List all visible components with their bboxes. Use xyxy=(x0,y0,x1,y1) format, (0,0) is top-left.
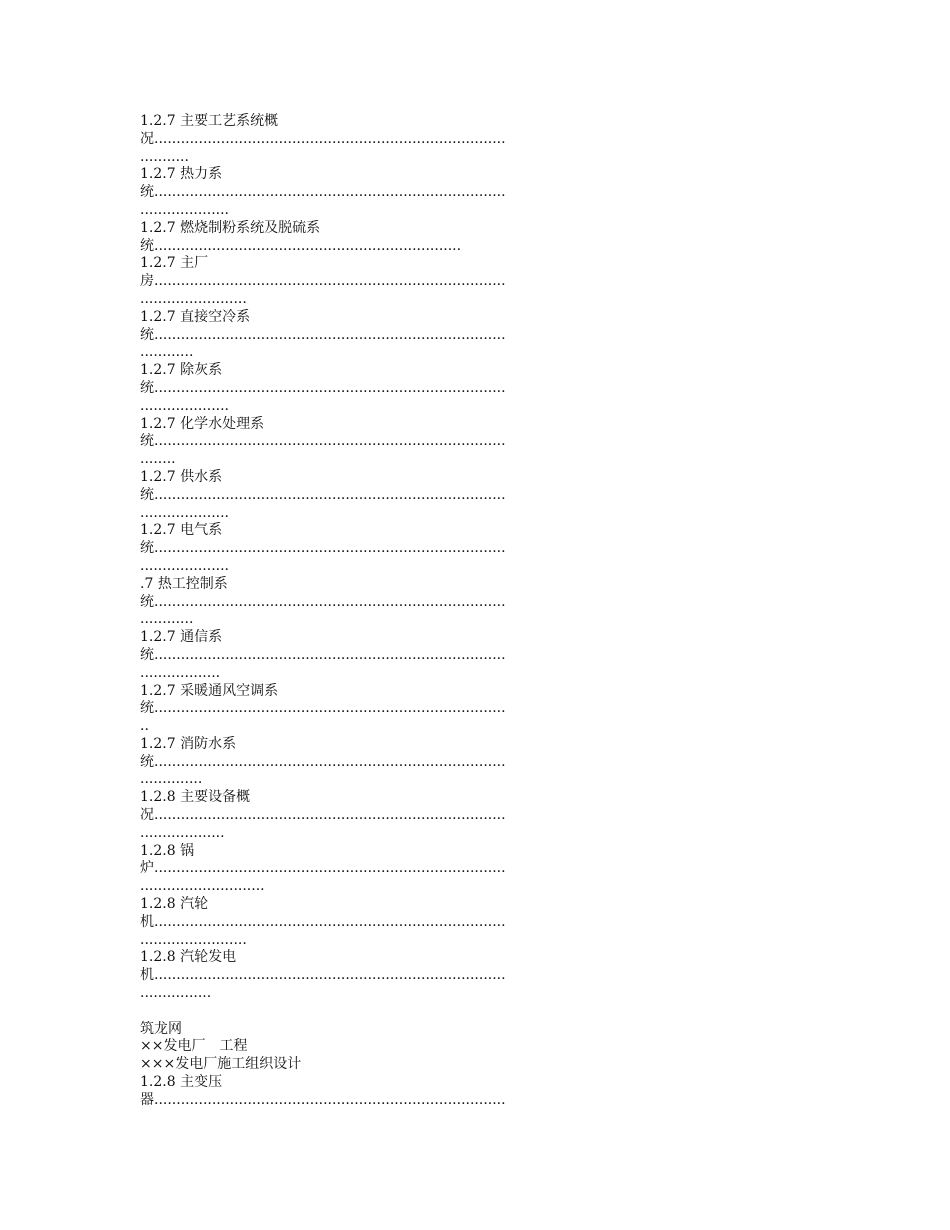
toc-leader-dots-continued: ................... xyxy=(140,824,225,841)
toc-entry-tail: 统 xyxy=(140,646,154,663)
toc-entry-tail: 机 xyxy=(140,967,154,984)
toc-entry-number: 1.2.7 xyxy=(140,308,176,325)
toc-entry-leader-line xyxy=(140,184,820,202)
toc-leader-dots: ............................................................................... xyxy=(154,593,506,610)
toc-entry[interactable] xyxy=(140,949,820,1002)
toc-entry-tail: 统 xyxy=(140,237,154,254)
toc-entry-title: 热工控制系 xyxy=(157,575,228,592)
toc-entry-heading xyxy=(140,113,820,131)
toc-leader-dots: ............................................................................... xyxy=(154,753,506,770)
toc-entry-tail: 统 xyxy=(140,326,154,343)
toc-entry-leader-line xyxy=(140,754,820,772)
toc-entry-leader-line xyxy=(140,131,820,149)
toc-entry-heading xyxy=(140,255,820,273)
toc-entry-tail: 器 xyxy=(140,1091,154,1108)
toc-leader-dots-continued: ............ xyxy=(140,344,194,361)
toc-entry[interactable] xyxy=(140,469,820,522)
toc-entry-number: 1.2.8 xyxy=(140,842,176,859)
toc-entry[interactable] xyxy=(140,113,820,166)
toc-entry-heading xyxy=(140,843,820,861)
toc-entry-tail: 况 xyxy=(140,130,154,147)
toc-entry-leader-line xyxy=(140,967,820,985)
toc-entry[interactable] xyxy=(140,166,820,219)
toc-entry-leader-line xyxy=(140,700,820,718)
toc-entry-heading xyxy=(140,309,820,327)
toc-entry[interactable] xyxy=(140,843,820,896)
toc-entry-tail: 统 xyxy=(140,486,154,503)
toc-leader-dots-continued: .............. xyxy=(140,771,203,788)
toc-entry-heading xyxy=(140,416,820,434)
toc-entry[interactable] xyxy=(140,896,820,949)
toc-entry[interactable] xyxy=(140,736,820,789)
toc-entry-tail: 机 xyxy=(140,913,154,930)
toc-entry-number: 1.2.7 xyxy=(140,166,176,183)
toc-entry[interactable] xyxy=(140,255,820,308)
toc-entry-title: 采暖通风空调系 xyxy=(180,682,279,699)
toc-leader-dots: ............................................................................... xyxy=(154,184,506,201)
toc-entry-leader-line xyxy=(140,807,820,825)
toc-entry-title: 通信系 xyxy=(180,629,223,646)
toc-leader-dots-continued: ........ xyxy=(140,451,176,468)
toc-entry-tail: 统 xyxy=(140,184,154,201)
toc-leader-dots-continued: ................ xyxy=(140,985,212,1002)
toc-entry-heading xyxy=(140,166,820,184)
toc-entry-heading xyxy=(140,1074,820,1092)
toc-entry-title: 直接空冷系 xyxy=(180,308,251,325)
toc-entry[interactable] xyxy=(140,576,820,629)
toc-leader-dots: ............................................................................... xyxy=(154,273,506,290)
toc-entry-title: 热力系 xyxy=(180,166,223,183)
toc-entry[interactable] xyxy=(140,220,820,256)
toc-entry-title: 汽轮 xyxy=(180,896,209,913)
toc-entry-number: 1.2.8 xyxy=(140,1074,176,1091)
toc-entry-title: 主要设备概 xyxy=(180,789,251,806)
toc-entry-heading xyxy=(140,896,820,914)
toc-leader-dots: ............................................................................... xyxy=(154,433,506,450)
toc-entry-number: .7 xyxy=(140,575,154,592)
toc-entry-number: 1.2.7 xyxy=(140,629,176,646)
toc-entry-heading xyxy=(140,220,820,238)
toc-entry-title: 燃烧制粉系统及脱硫系 xyxy=(180,219,321,236)
toc-entry-number: 1.2.7 xyxy=(140,219,176,236)
toc-leader-dots: ............................................................................... xyxy=(154,860,506,877)
toc-leader-dots-continued: .................... xyxy=(140,397,230,414)
toc-leader-dots: ............................................................................... xyxy=(154,379,506,396)
toc-entry[interactable] xyxy=(140,309,820,362)
toc-entry-tail: 况 xyxy=(140,807,154,824)
footer-doc-title: ×××发电厂施工组织设计 xyxy=(140,1056,302,1073)
toc-entry[interactable] xyxy=(140,629,820,682)
toc-leader-dots: ............................................................................... xyxy=(154,1091,506,1108)
toc-leader-dots-continued: ............................ xyxy=(140,878,265,895)
toc-entry-number: 1.2.8 xyxy=(140,949,176,966)
toc-entry-title: 化学水处理系 xyxy=(180,415,265,432)
toc-entry-leader-line xyxy=(140,327,820,345)
toc-entry-leader-line xyxy=(140,860,820,878)
toc-entry-leader-line xyxy=(140,1092,820,1110)
toc-entry[interactable] xyxy=(140,416,820,469)
toc-leader-dots-continued: .................... xyxy=(140,201,230,218)
toc-leader-dots-continued: ........................ xyxy=(140,931,247,948)
toc-entry-heading xyxy=(140,736,820,754)
toc-entry-number: 1.2.7 xyxy=(140,415,176,432)
toc-entry-tail: 统 xyxy=(140,593,154,610)
toc-entry-number: 1.2.8 xyxy=(140,789,176,806)
toc-entry-leader-line xyxy=(140,540,820,558)
toc-entry-number: 1.2.8 xyxy=(140,896,176,913)
toc-leader-dots-continued: ........... xyxy=(140,148,189,165)
toc-leader-dots: ............................................................................... xyxy=(154,486,506,503)
toc-entry-title: 消防水系 xyxy=(180,735,237,752)
spacer xyxy=(140,1003,820,1021)
toc-list xyxy=(140,113,820,1003)
toc-entry-title: 主要工艺系统概 xyxy=(180,113,279,129)
toc-entry[interactable] xyxy=(140,362,820,415)
toc-entry-tail: 统 xyxy=(140,433,154,450)
toc-entry-tail: 房 xyxy=(140,273,154,290)
toc-leader-dots-continued: ........................ xyxy=(140,290,247,307)
toc-entry-heading xyxy=(140,629,820,647)
toc-entry-number: 1.2.7 xyxy=(140,255,176,272)
toc-entry-leader-line xyxy=(140,594,820,612)
toc-leader-dots: ............................................................................... xyxy=(154,326,506,343)
toc-leader-dots: ............................................................................... xyxy=(154,700,506,717)
toc-entry-last[interactable] xyxy=(140,1074,820,1110)
toc-entry-heading xyxy=(140,683,820,701)
toc-entry-heading xyxy=(140,789,820,807)
toc-entry-title: 汽轮发电 xyxy=(180,949,237,966)
toc-entry[interactable] xyxy=(140,789,820,842)
toc-entry-title: 锅 xyxy=(180,842,195,859)
toc-entry-heading xyxy=(140,576,820,594)
toc-entry-leader-line xyxy=(140,273,820,291)
toc-entry-heading xyxy=(140,949,820,967)
toc-entry-title: 主变压 xyxy=(180,1074,223,1091)
toc-leader-dots-continued: ............ xyxy=(140,611,194,628)
toc-entry-heading xyxy=(140,362,820,380)
toc-entry-heading xyxy=(140,522,820,540)
toc-entry-leader-line xyxy=(140,380,820,398)
toc-page xyxy=(140,113,820,1110)
toc-entry-title: 除灰系 xyxy=(180,362,223,379)
toc-entry-number: 1.2.7 xyxy=(140,522,176,539)
toc-entry-number: 1.2.7 xyxy=(140,735,176,752)
toc-entry-leader-line xyxy=(140,487,820,505)
toc-entry[interactable] xyxy=(140,683,820,736)
toc-leader-dots: ............................................................................... xyxy=(154,913,506,930)
toc-entry-leader-line xyxy=(140,238,820,256)
toc-entry[interactable] xyxy=(140,522,820,575)
toc-entry-leader-line xyxy=(140,647,820,665)
toc-entry-heading xyxy=(140,469,820,487)
footer-site: 筑龙网 xyxy=(140,1020,182,1037)
toc-entry-tail: 统 xyxy=(140,700,154,717)
toc-leader-dots-continued: .................... xyxy=(140,504,230,521)
toc-entry-leader-line xyxy=(140,914,820,932)
toc-leader-dots-continued: .................. xyxy=(140,664,221,681)
toc-entry-number: 1.2.7 xyxy=(140,113,176,129)
footer-project: ××发电厂 工程 xyxy=(140,1038,248,1055)
toc-leader-dots: ............................................................................... xyxy=(154,130,506,147)
toc-entry-leader-line xyxy=(140,433,820,451)
toc-entry-title: 电气系 xyxy=(180,522,223,539)
toc-leader-dots: ..................................................................... xyxy=(154,237,462,254)
toc-entry-tail: 统 xyxy=(140,379,154,396)
toc-leader-dots: ............................................................................... xyxy=(154,807,506,824)
toc-entry-title: 供水系 xyxy=(180,468,223,485)
toc-entry-title: 主厂 xyxy=(180,255,209,272)
toc-entry-tail: 统 xyxy=(140,753,154,770)
toc-entry-number: 1.2.7 xyxy=(140,362,176,379)
toc-entry-tail: 统 xyxy=(140,540,154,557)
toc-entry-number: 1.2.7 xyxy=(140,468,176,485)
toc-leader-dots: ............................................................................... xyxy=(154,540,506,557)
toc-entry-number: 1.2.7 xyxy=(140,682,176,699)
toc-entry-tail: 炉 xyxy=(140,860,154,877)
toc-leader-dots-continued: .. xyxy=(140,718,149,735)
toc-leader-dots-continued: .................... xyxy=(140,557,230,574)
toc-leader-dots: ............................................................................... xyxy=(154,967,506,984)
toc-leader-dots: ............................................................................... xyxy=(154,646,506,663)
